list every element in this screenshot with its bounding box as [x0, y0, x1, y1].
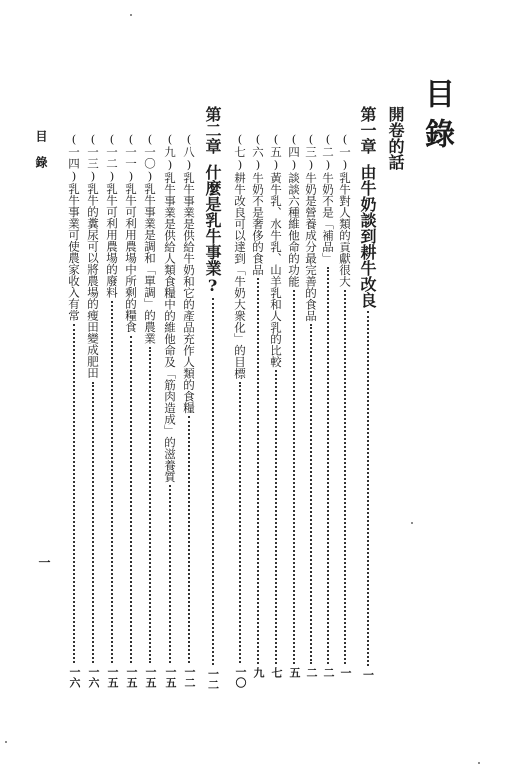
item-number: (八) — [182, 132, 196, 172]
leader-dots — [327, 267, 329, 665]
leader-dots — [344, 290, 346, 665]
chapter-1-entry — [356, 106, 379, 680]
item-number: (七) — [233, 132, 247, 172]
item-title: 乳牛事業可使農家收入有常 — [67, 183, 81, 321]
page-ref: 一二 — [183, 666, 196, 688]
chapter-2-title: 什麼是乳牛事業? — [203, 164, 222, 295]
leader-dots — [275, 370, 277, 664]
toc-item — [303, 132, 319, 678]
item-number: (三) — [304, 132, 318, 172]
item-title: 乳牛事業是調和「單調」的農業 — [143, 183, 157, 344]
page-ref: 五 — [288, 667, 301, 678]
scan-speck — [411, 522, 413, 524]
item-title: 乳牛可利用農場的廢料 — [105, 183, 119, 298]
folio — [36, 556, 53, 568]
toc-item — [250, 132, 266, 678]
item-title: 乳牛對人類的貢獻很大 — [338, 171, 352, 287]
preface-entry — [384, 106, 407, 170]
toc-item — [268, 132, 284, 678]
leader-dots — [130, 336, 132, 664]
leader-dots — [188, 416, 190, 663]
item-number: (五) — [269, 132, 283, 172]
page-ref: 一六 — [68, 666, 81, 688]
page-ref: 一 — [361, 669, 375, 680]
toc-item — [232, 132, 248, 688]
preface-label: 開卷的話 — [386, 106, 405, 170]
leader-dots — [212, 298, 214, 665]
page-ref: 一五 — [144, 666, 157, 688]
page-ref: 一六 — [87, 666, 100, 688]
chapter-2-label: 第二章 — [203, 106, 222, 154]
page-ref: 七 — [270, 667, 283, 678]
item-number: (一〇) — [143, 132, 157, 183]
page-ref: 九 — [252, 667, 265, 678]
toc-item — [162, 132, 178, 688]
page-ref: 一五 — [106, 666, 119, 688]
leader-dots — [310, 324, 312, 664]
item-number: (一三) — [86, 132, 100, 183]
item-title: 耕牛改良可以達到「牛奶大衆化」的目標 — [233, 171, 247, 379]
chapter-1-title: 由牛奶談到耕牛改良 — [358, 164, 377, 308]
item-number: (一) — [338, 132, 352, 172]
toc-item — [142, 132, 158, 688]
item-title: 談談六種維他命的功能 — [287, 171, 301, 287]
item-number: (一二) — [105, 132, 119, 183]
toc-item — [66, 132, 82, 688]
toc-item — [337, 132, 353, 678]
item-title: 黃牛乳、水牛乳、山羊乳和人乳的比較 — [269, 171, 283, 367]
page-ref: 一五 — [164, 666, 177, 688]
leader-dots — [239, 382, 241, 664]
leader-dots — [111, 301, 113, 663]
page-ref: 一五 — [125, 666, 138, 688]
item-number: (九) — [163, 132, 177, 172]
page-ref: 一 — [339, 667, 352, 678]
scan-speck — [130, 14, 132, 16]
page-number: 一 — [37, 556, 51, 568]
toc-item — [123, 132, 139, 688]
toc-item — [286, 132, 302, 678]
leader-dots — [293, 290, 295, 665]
toc-item — [181, 132, 197, 688]
item-number: (一四) — [67, 132, 81, 183]
item-title: 乳牛事業是供給人類食糧中的維他命及「筋肉造成」的滋養質 — [163, 171, 177, 482]
page-ref: 一〇 — [234, 666, 247, 688]
page-ref: 二 — [322, 667, 335, 678]
leader-dots — [257, 278, 259, 664]
toc-item — [85, 132, 101, 688]
toc-item — [104, 132, 120, 688]
item-title: 乳牛事業是供給牛奶和它的產品充作人類的食糧 — [182, 171, 196, 413]
page-ref: 二 — [305, 667, 318, 678]
leader-dots — [367, 311, 369, 666]
item-title: 牛奶不是「補品」 — [321, 171, 335, 264]
item-title: 牛奶是營養成分最完善的食品 — [304, 171, 318, 321]
chapter-1-label: 第一章 — [358, 106, 377, 154]
toc-title — [414, 78, 458, 158]
toc-item — [320, 132, 336, 678]
item-title: 乳牛可利用農場中所剩的糧食 — [124, 183, 138, 333]
scan-speck — [5, 741, 7, 743]
leader-dots — [92, 382, 94, 664]
item-title: 乳牛的糞尿可以將農場的瘦田變成肥田 — [86, 183, 100, 379]
page-title: 目錄 — [419, 78, 454, 158]
item-number: (六) — [251, 132, 265, 172]
chapter-2-entry — [201, 106, 224, 690]
leader-dots — [169, 485, 171, 663]
item-number: (二) — [321, 132, 335, 172]
leader-dots — [73, 324, 75, 663]
running-header — [33, 130, 50, 182]
page-ref: 一二 — [206, 668, 220, 690]
scan-speck — [478, 762, 480, 764]
item-number: (一一) — [124, 132, 138, 183]
leader-dots — [149, 347, 151, 663]
item-number: (四) — [287, 132, 301, 172]
item-title: 牛奶不是奢侈的食品 — [251, 171, 265, 275]
section-label: 目錄 — [34, 130, 48, 182]
